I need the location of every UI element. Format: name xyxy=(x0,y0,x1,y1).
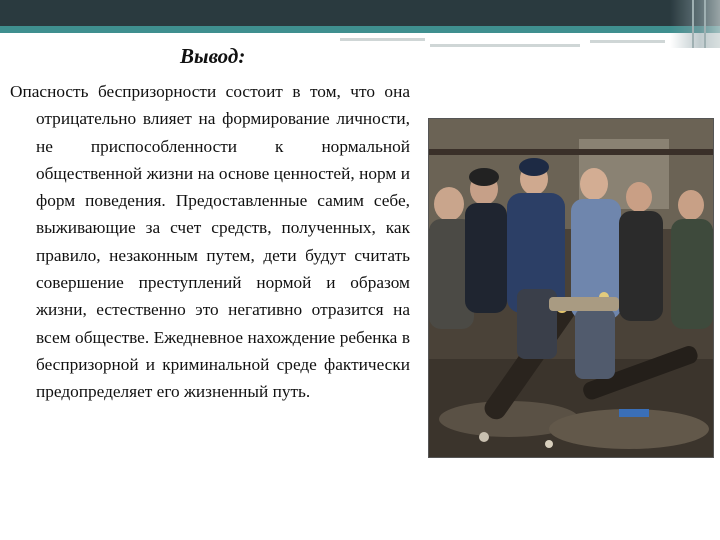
header-accent-stripe xyxy=(0,26,720,33)
decorative-line xyxy=(430,44,580,47)
slide-title: Вывод: xyxy=(180,44,246,68)
corner-decoration xyxy=(670,0,720,48)
decorative-line xyxy=(340,38,425,41)
corner-stripe xyxy=(692,0,694,48)
header-bar xyxy=(0,0,720,26)
corner-stripe xyxy=(704,0,706,48)
photo-illustration xyxy=(429,119,713,457)
decorative-line xyxy=(590,40,665,43)
slide-body xyxy=(10,78,410,406)
group-photo xyxy=(428,118,714,458)
body-paragraph: Опасность беспризорности состоит в том, что она отрицательно влияет на формирование личности, не приспособленности к нормальной общественной жизни на основе ценностей, норм и форм поведения. Предоставленные самим себе, выживающие за счет средств, полученных, как правило, незаконным путем, дети будут считать совершение преступлений нормой и образом жизни, естественно это негативно отразится на всем обществе. Ежедневное нахождение ребенка в беспризорной и криминальной среде фактически предопределяет его жизненный путь. xyxy=(10,82,410,402)
